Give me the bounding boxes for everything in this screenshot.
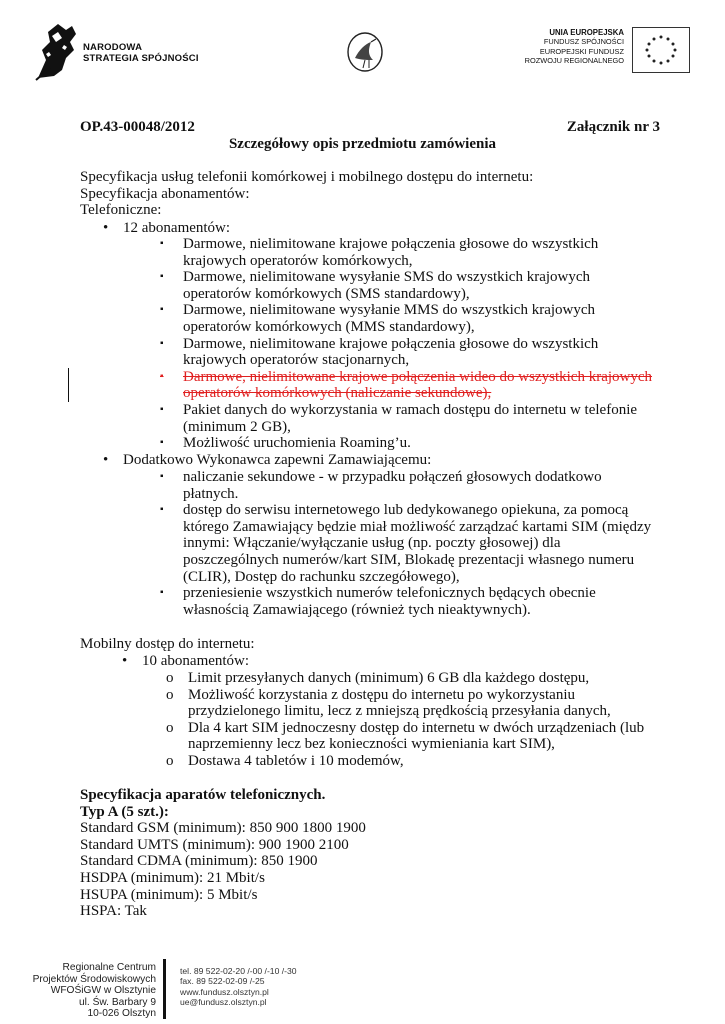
footer-line: ul. Św. Barbary 9 [78,996,156,1008]
bullet-icon: • [103,220,109,236]
deleted-text: operatorów komórkowych (naliczanie sekundowe), [183,385,492,402]
footer-contact [180,966,297,1008]
list-item-text: Pakiet danych do wykorzystania w ramach dostępu do internetu w telefonie [183,401,638,418]
ue-line3: EUROPEJSKI FUNDUSZ [539,46,624,56]
square-bullet-icon: ▪ [160,587,164,599]
list-item-text: krajowych operatorów stacjonarnych, [183,352,410,369]
list-item-text: (CLIR), Dostęp do rachunku szczegółowego), [183,568,460,585]
footer-organization [20,962,156,1020]
list-item-text: dostęp do serwisu internetowego lub dedykowanego opiekuna, za pomocą [183,502,629,519]
ue-line2: FUNDUSZ SPÓJNOŚCI [543,37,624,47]
spec-line: Standard UMTS (minimum): 900 1900 2100 [80,836,349,853]
list-item-label: 10 abonamentów: [142,653,250,669]
list-item-text: operatorów komórkowych (MMS standardowy), [183,318,475,335]
footer-line: WFOŚiGW w Olsztynie [50,985,156,997]
square-bullet-icon: ▪ [160,370,164,382]
type-heading: Typ A (5 szt.): [80,803,169,820]
footer-divider [163,959,166,1019]
spec-line: HSPA: Tak [80,903,147,920]
list-item-text: którego Zamawiający będzie miał możliwość zarządzać kartami SIM (między [183,518,652,535]
phone-spec-block [80,787,366,920]
logo-ns-text [83,42,199,64]
deleted-text: Darmowe, nielimitowane krajowe połączenia wideo do wszystkich krajowych [183,368,653,385]
list-item-text: Możliwość uruchomienia Roaming’u. [183,435,411,452]
list-item-text: naliczanie sekundowe - w przypadku połączeń głosowych dodatkowo [183,469,602,485]
square-bullet-icon: ▪ [160,271,164,283]
bullet-icon: • [122,653,128,669]
square-bullet-icon: ▪ [160,337,164,349]
national-cohesion-strategy-logo [32,20,82,82]
annex-label: Załącznik nr 3 [566,119,660,135]
square-bullet-icon: ▪ [160,304,164,316]
circle-bullet-icon: o [166,752,174,769]
footer-website-link[interactable]: www.fundusz.olsztyn.pl [180,986,269,997]
list-item-text: płatnych. [183,485,239,502]
footer-phone: tel. 89 522-02-20 /-00 /-10 /-30 [180,966,297,976]
circle-bullet-icon: o [166,686,174,703]
reference-number: OP.43-00048/2012 [80,119,195,135]
square-bullet-icon: ▪ [160,504,164,516]
revision-bar [68,368,69,402]
eu-logo-text [500,28,624,66]
list-item-text: Dostawa 4 tabletów i 10 modemów, [188,752,404,769]
list-item-text: Limit przesyłanych danych (minimum) 6 GB dla każdego dostępu, [188,670,590,686]
list-item-text: poszczególnych numerów/kart SIM, Blokadę prezentacji własnego numeru [183,551,635,568]
list-item-text: Darmowe, nielimitowane wysyłanie SMS do wszystkich krajowych [183,269,591,286]
intro-block [80,169,533,219]
list-item-text: własnością Zamawiającego (również tych nieaktywnych). [183,601,531,618]
logo-ns-line1: NARODOWA [83,42,143,53]
eu-flag-icon [632,27,690,73]
list-item-label: Dodatkowo Wykonawca zapewni Zamawiającemu: [123,452,432,468]
square-bullet-icon: ▪ [160,437,164,449]
bullet-icon: • [103,452,109,468]
footer-fax: fax. 89 522-02-09 /-25 [180,976,265,987]
list-item-text: Darmowe, nielimitowane krajowe połączenia głosowe do wszystkich [183,335,599,352]
footer-line: Projektów Środowiskowych [32,973,156,985]
ue-line1: UNIA EUROPEJSKA [549,28,624,37]
logo-ns-line2: STRATEGIA SPÓJNOŚCI [83,53,199,64]
intro-line: Specyfikacja usług telefonii komórkowej i mobilnego dostępu do internetu: [80,169,534,185]
document-title: Szczegółowy opis przedmiotu zamówienia [228,136,497,152]
square-bullet-icon: ▪ [160,403,164,415]
list-item-text: Darmowe, nielimitowane wysyłanie MMS do wszystkich krajowych [183,302,596,319]
list-item-text: (minimum 2 GB), [183,418,291,435]
footer-line: 10-026 Olsztyn [87,1008,156,1020]
spec-heading: Specyfikacja aparatów telefonicznych. [80,787,326,803]
intro-line: Specyfikacja abonamentów: [80,185,250,202]
list-item-text: operatorów komórkowych (SMS standardowy), [183,285,470,302]
footer-email-link[interactable]: ue@fundusz.olsztyn.pl [180,997,267,1008]
stork-emblem-icon [345,30,385,74]
document-header [80,119,660,136]
spec-line: Standard GSM (minimum): 850 900 1800 1900 [80,820,366,837]
list-item-text: Dla 4 kart SIM jednoczesny dostęp do internetu w dwóch urządzeniach (lub [188,719,645,736]
spec-line: HSUPA (minimum): 5 Mbit/s [80,886,258,903]
list-item-text: Możliwość korzystania z dostępu do internetu po wykorzystaniu [188,686,575,703]
list-item-text: przeniesienie wszystkich numerów telefonicznych będących obecnie [183,585,596,602]
list-item-text: krajowych operatorów komórkowych, [183,252,413,269]
list-item-text: innymi: Włączanie/wyłączanie usług (np. poczty głosowej) dla [183,535,561,552]
list-item-text: przydzielonego limitu, lecz z mniejszą prędkością przesyłania danych, [188,703,611,720]
spec-line: Standard CDMA (minimum): 850 1900 [80,853,318,870]
footer-line: Regionalne Centrum [62,962,156,973]
square-bullet-icon: ▪ [160,238,164,249]
section-heading: Mobilny dostęp do internetu: [80,636,255,652]
list-item-label: 12 abonamentów: [123,220,231,236]
list-item-text: naprzemienny lecz bez konieczności wymieniania kart SIM), [188,736,555,753]
intro-line: Telefoniczne: [80,202,162,219]
ue-line4: ROZWOJU REGIONALNEGO [524,56,624,66]
square-bullet-icon: ▪ [160,471,164,482]
circle-bullet-icon: o [166,670,174,686]
circle-bullet-icon: o [166,719,174,736]
list-item-text: Darmowe, nielimitowane krajowe połączenia głosowe do wszystkich [183,236,599,252]
spec-line: HSDPA (minimum): 21 Mbit/s [80,869,265,886]
